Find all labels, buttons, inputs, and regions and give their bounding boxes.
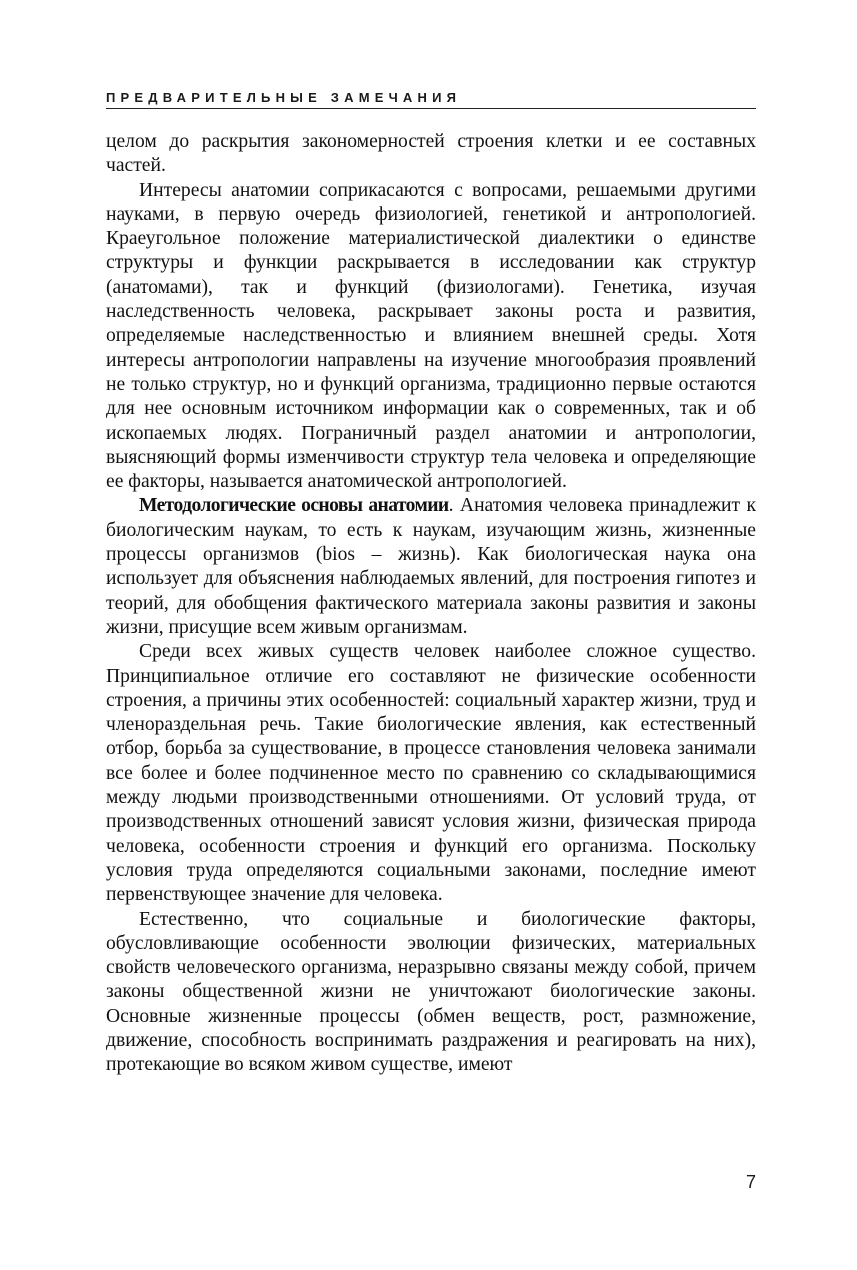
paragraph-social-biological: Естественно, что социальные и биологические факторы, обусловливающие особенности эволюции физических, материальных свойств человеческого организма, неразрывно связаны между собой, причем законы общественной жизни не уничтожают биологические законы. Основные жизненные процессы (обмен веществ, рост, размножение, движение, способность воспринимать раздражения и реагировать на них), протекающие во всяком живом существе, имеют bbox=[106, 908, 756, 1076]
paragraph-anatomy-interests: Интересы анатомии соприкасаются с вопросами, решаемыми другими науками, в первую очередь физиологией, генетикой и антропологией. Краеугольное положение материалистической диалектики о единстве структуры и функции раскрывается в исследовании как структур (анатомами), так и функций (физиологами). Генетика, изучая наследственность человека, раскрывает законы роста и развития, определяемые наследственностью и влиянием внешней среды. Хотя интересы антропологии направлены на изучение многообразия проявлений не только структур, но и функций организма, традиционно первые остаются для нее основным источником информации как о современных, так и об ископаемых людях. Пограничный раздел анатомии и антропологии, выясняющий формы изменчивости структур тела человека и определяющие ее факторы, называется анатомической антропологией. bbox=[106, 179, 756, 493]
running-head: ПРЕДВАРИТЕЛЬНЫЕ ЗАМЕЧАНИЯ bbox=[106, 90, 462, 105]
header-rule bbox=[106, 108, 756, 109]
paragraph-continuation: целом до раскрытия закономерностей строения клетки и ее составных частей. bbox=[106, 131, 756, 177]
paragraph-methodology-text: . Анатомия человека принадлежит к биологическим наукам, то есть к наукам, изучающим жизнь, жизненные процессы организмов (bios – жизнь). Как биологическая наука она использует для объяснения наблюдаемых явлений, для построения гипотез и теорий, для обобщения фактического материала законы развития и законы жизни, присущие всем живым организмам. bbox=[106, 495, 756, 638]
run-in-heading: Методологические основы анатомии bbox=[139, 495, 449, 517]
body-text bbox=[106, 130, 756, 1078]
paragraph-human-complexity: Среди всех живых существ человек наиболее сложное существо. Принципиальное отличие его составляют не физические особенности строения, а причины этих особенностей: социальный характер жизни, труд и членораздельная речь. Такие биологические явления, как естественный отбор, борьба за существование, в процессе становления человека занимали все более и более подчиненное место по сравнению со складывающимися между людьми производственными отношениями. От условий труда, от производственных отношений зависят условия жизни, физическая природа человека, особенности строения и функций его организма. Поскольку условия труда определяются социальными законами, последние имеют первенствующее значение для человека. bbox=[106, 641, 756, 906]
page-number: 7 bbox=[745, 1172, 756, 1192]
paragraph-methodology bbox=[106, 494, 756, 640]
